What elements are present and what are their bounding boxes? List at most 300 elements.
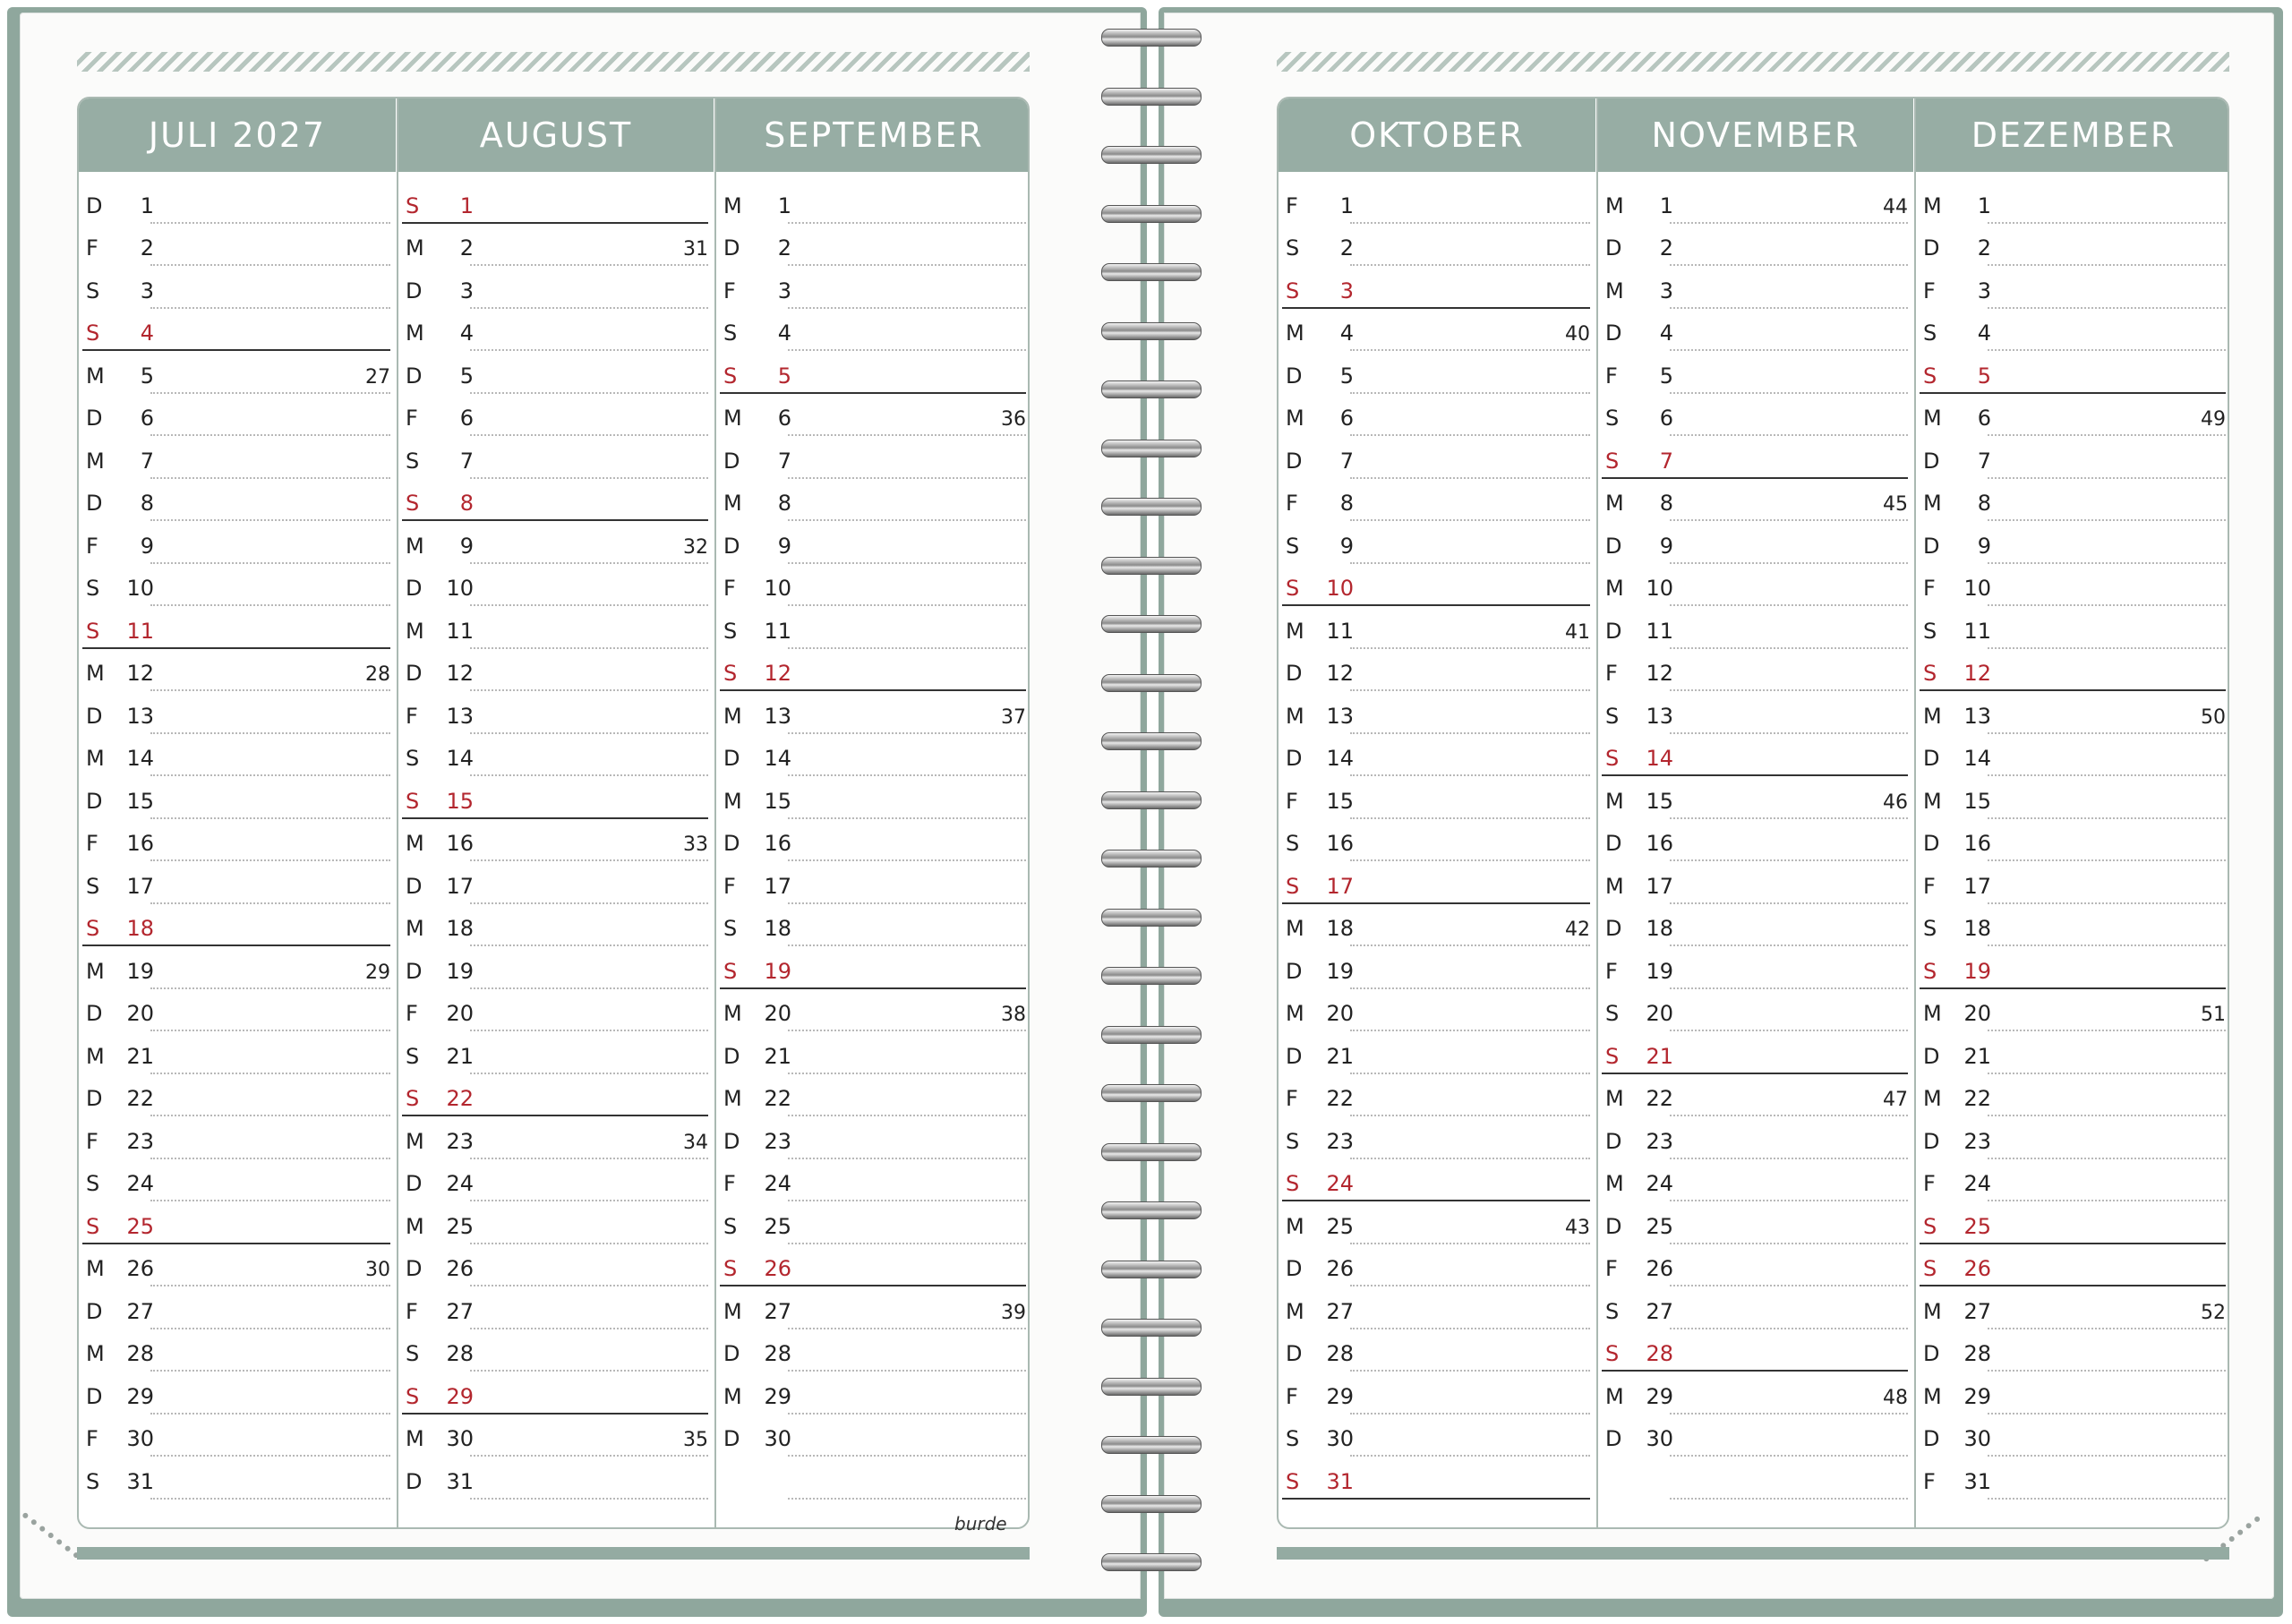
day-row[interactable] [716, 1372, 1030, 1415]
day-number: 25 [1646, 1213, 1673, 1239]
day-row[interactable] [1598, 861, 1913, 904]
weekday-letter: S [86, 1213, 100, 1239]
day-number: 25 [1326, 1213, 1354, 1239]
spiral-wire [1101, 557, 1202, 575]
day-row[interactable] [1279, 309, 1595, 352]
day-row[interactable] [1598, 181, 1913, 224]
day-number: 21 [126, 1043, 154, 1069]
day-number: 7 [1977, 448, 1991, 474]
day-row[interactable] [398, 436, 714, 479]
day-row[interactable] [79, 1074, 396, 1117]
day-number: 5 [1339, 363, 1354, 389]
day-row[interactable] [1279, 1244, 1595, 1287]
day-row[interactable] [1916, 946, 2229, 989]
day-number: 19 [1326, 958, 1354, 984]
day-row[interactable] [1279, 351, 1595, 394]
day-row[interactable] [1916, 691, 2229, 734]
weekday-letter: S [1605, 448, 1620, 474]
day-row[interactable] [1916, 989, 2229, 1032]
day-number: 17 [764, 873, 791, 899]
day-row[interactable] [1598, 266, 1913, 309]
month-column [714, 98, 1030, 1529]
day-row[interactable] [1598, 1372, 1913, 1415]
day-row[interactable] [1279, 1329, 1595, 1372]
day-number: 26 [446, 1256, 474, 1281]
day-row[interactable] [716, 564, 1030, 607]
day-row[interactable] [1598, 1074, 1913, 1117]
day-row[interactable] [716, 224, 1030, 267]
day-row[interactable] [79, 1159, 396, 1202]
weekday-letter: S [1605, 746, 1620, 771]
weekday-letter: M [86, 958, 105, 984]
day-row[interactable] [1279, 181, 1595, 224]
day-row[interactable] [398, 266, 714, 309]
day-row[interactable] [1279, 819, 1595, 862]
day-row[interactable] [398, 1201, 714, 1244]
day-row[interactable] [1598, 1201, 1913, 1244]
day-row[interactable] [1598, 819, 1913, 862]
day-row[interactable] [79, 1286, 396, 1329]
day-row[interactable] [1598, 351, 1913, 394]
day-row[interactable] [716, 479, 1030, 522]
day-row[interactable] [1598, 1286, 1913, 1329]
day-row[interactable] [398, 904, 714, 947]
day-row[interactable] [398, 1031, 714, 1074]
day-row[interactable] [1279, 861, 1595, 904]
day-row[interactable] [398, 776, 714, 819]
day-row[interactable] [716, 1159, 1030, 1202]
day-row[interactable] [398, 181, 714, 224]
day-row[interactable] [398, 649, 714, 692]
day-row[interactable] [398, 1244, 714, 1287]
day-row[interactable] [1916, 1329, 2229, 1372]
spiral-wire [1101, 146, 1202, 164]
day-number: 20 [1963, 1001, 1991, 1026]
day-number: 16 [764, 831, 791, 856]
day-row[interactable] [716, 394, 1030, 437]
day-row[interactable] [1279, 1457, 1595, 1500]
day-row[interactable] [79, 436, 396, 479]
day-row[interactable] [79, 1329, 396, 1372]
day-number: 1 [777, 192, 791, 218]
day-number: 18 [764, 916, 791, 941]
day-row[interactable] [1598, 1329, 1913, 1372]
weekday-letter: D [1923, 1341, 1940, 1366]
spiral-wire [1101, 322, 1202, 340]
day-row[interactable] [398, 394, 714, 437]
day-row[interactable] [1279, 1415, 1595, 1457]
day-row[interactable] [398, 1415, 714, 1457]
day-row[interactable] [1916, 734, 2229, 777]
month-title: NOVEMBER [1598, 98, 1913, 172]
day-row[interactable] [398, 351, 714, 394]
weekday-letter: D [723, 448, 740, 474]
day-number: 26 [1963, 1256, 1991, 1281]
weekday-letter: F [1923, 576, 1936, 601]
day-row[interactable] [1916, 351, 2229, 394]
weekday-letter: D [1923, 235, 1940, 261]
day-row[interactable] [398, 564, 714, 607]
day-row[interactable] [1916, 479, 2229, 522]
day-number: 9 [1339, 533, 1354, 559]
weekday-letter: F [1923, 1468, 1936, 1494]
day-row[interactable] [1916, 776, 2229, 819]
weekday-letter: M [406, 1128, 424, 1154]
day-row[interactable] [716, 266, 1030, 309]
day-row[interactable] [1916, 1457, 2229, 1500]
day-row[interactable] [1279, 1286, 1595, 1329]
day-number: 20 [126, 1001, 154, 1026]
day-row[interactable] [716, 989, 1030, 1032]
weekday-letter: M [723, 1383, 742, 1409]
day-row[interactable] [1916, 1372, 2229, 1415]
day-row[interactable] [716, 734, 1030, 777]
day-row[interactable] [79, 224, 396, 267]
day-row[interactable] [1916, 819, 2229, 862]
month-column [1279, 98, 1595, 1529]
day-row[interactable] [79, 649, 396, 692]
day-row[interactable] [398, 309, 714, 352]
day-row[interactable] [79, 606, 396, 649]
month-title: SEPTEMBER [716, 98, 1030, 172]
day-number: 21 [764, 1043, 791, 1069]
spiral-wire [1101, 498, 1202, 516]
spiral-wire [1101, 380, 1202, 398]
day-number: 22 [446, 1086, 474, 1111]
day-list [1279, 172, 1595, 1500]
weekday-letter: M [1605, 1171, 1624, 1196]
day-row[interactable] [79, 734, 396, 777]
day-row[interactable] [79, 181, 396, 224]
day-row[interactable] [398, 1074, 714, 1117]
day-number: 14 [1963, 746, 1991, 771]
spiral-ring [1098, 201, 1205, 225]
day-number: 4 [777, 321, 791, 346]
day-row[interactable] [716, 1201, 1030, 1244]
week-number: 47 [1883, 1089, 1908, 1111]
day-row[interactable] [1916, 649, 2229, 692]
day-row[interactable] [1916, 1116, 2229, 1159]
day-row[interactable] [1598, 521, 1913, 564]
weekday-letter: M [86, 661, 105, 686]
weekday-letter: M [1605, 873, 1624, 899]
day-number: 31 [446, 1468, 474, 1494]
day-row[interactable] [79, 691, 396, 734]
day-row[interactable] [1916, 394, 2229, 437]
day-row[interactable] [79, 1415, 396, 1457]
weekday-letter: D [1923, 746, 1940, 771]
day-number: 30 [126, 1426, 154, 1451]
day-row[interactable] [716, 649, 1030, 692]
weekday-letter: M [723, 1001, 742, 1026]
spiral-wire [1101, 440, 1202, 457]
day-number: 21 [446, 1043, 474, 1069]
day-row[interactable] [716, 521, 1030, 564]
day-row[interactable] [79, 1031, 396, 1074]
decorative-hatch-right [1277, 52, 2229, 72]
day-list [398, 172, 714, 1500]
day-row[interactable] [1916, 266, 2229, 309]
day-row[interactable] [1916, 564, 2229, 607]
day-row[interactable] [1279, 606, 1595, 649]
day-number: 18 [1646, 916, 1673, 941]
day-row[interactable] [1279, 1201, 1595, 1244]
day-row[interactable] [79, 564, 396, 607]
spiral-ring [1098, 84, 1205, 107]
day-row[interactable] [79, 479, 396, 522]
day-row[interactable] [1598, 1244, 1913, 1287]
weekday-letter: D [1286, 448, 1303, 474]
day-row[interactable] [716, 1415, 1030, 1457]
day-row[interactable] [716, 1329, 1030, 1372]
spiral-wire [1101, 615, 1202, 633]
day-row[interactable] [1598, 1116, 1913, 1159]
day-row[interactable] [398, 989, 714, 1032]
spiral-ring [1098, 905, 1205, 928]
day-number: 8 [1339, 491, 1354, 516]
day-row[interactable] [716, 1286, 1030, 1329]
weekday-letter: D [1605, 831, 1622, 856]
day-row[interactable] [1916, 1286, 2229, 1329]
day-row[interactable] [1916, 606, 2229, 649]
day-row[interactable] [1279, 776, 1595, 819]
day-number: 27 [1963, 1298, 1991, 1324]
day-row[interactable] [79, 1372, 396, 1415]
day-row[interactable] [1279, 1074, 1595, 1117]
weekday-letter: D [86, 703, 103, 729]
day-row[interactable] [1916, 1074, 2229, 1117]
day-row[interactable] [398, 479, 714, 522]
day-number: 17 [1326, 873, 1354, 899]
day-row[interactable] [398, 606, 714, 649]
day-number: 20 [446, 1001, 474, 1026]
day-row[interactable] [1916, 1201, 2229, 1244]
day-row[interactable] [398, 224, 714, 267]
day-row[interactable] [1279, 479, 1595, 522]
day-row[interactable] [1598, 309, 1913, 352]
day-number: 9 [777, 533, 791, 559]
weekday-letter: S [723, 618, 738, 644]
day-row[interactable] [716, 1074, 1030, 1117]
day-row[interactable] [79, 1457, 396, 1500]
day-row[interactable] [79, 946, 396, 989]
day-row[interactable] [1279, 904, 1595, 947]
day-number: 10 [1963, 576, 1991, 601]
day-row[interactable] [398, 861, 714, 904]
day-number: 13 [446, 703, 474, 729]
calendar-panel-right [1277, 97, 2229, 1529]
day-row[interactable] [1598, 989, 1913, 1032]
weekday-letter: M [1923, 192, 1942, 218]
day-row[interactable] [716, 904, 1030, 947]
day-row[interactable] [1279, 224, 1595, 267]
day-row[interactable] [1279, 1031, 1595, 1074]
week-number: 34 [683, 1131, 708, 1154]
day-number: 22 [1646, 1086, 1673, 1111]
day-row[interactable] [1279, 649, 1595, 692]
day-row[interactable] [1916, 224, 2229, 267]
weekday-letter: M [1605, 491, 1624, 516]
day-row[interactable] [79, 904, 396, 947]
day-row[interactable] [79, 861, 396, 904]
day-row[interactable] [79, 266, 396, 309]
day-row[interactable] [79, 394, 396, 437]
day-row[interactable] [716, 776, 1030, 819]
day-row[interactable] [1598, 1159, 1913, 1202]
week-number: 38 [1001, 1004, 1026, 1026]
day-row[interactable] [398, 521, 714, 564]
day-row[interactable] [79, 819, 396, 862]
day-row[interactable] [1916, 436, 2229, 479]
day-row[interactable] [1279, 946, 1595, 989]
weekday-letter: S [1605, 703, 1620, 729]
week-number: 42 [1565, 919, 1590, 941]
day-row[interactable] [1916, 309, 2229, 352]
day-number: 18 [1963, 916, 1991, 941]
day-row[interactable] [1279, 394, 1595, 437]
day-row[interactable] [1916, 1031, 2229, 1074]
day-row[interactable] [1598, 946, 1913, 989]
weekday-letter: M [1286, 703, 1304, 729]
weekday-letter: D [723, 1128, 740, 1154]
day-row[interactable] [716, 436, 1030, 479]
day-row[interactable] [1916, 181, 2229, 224]
day-row[interactable] [398, 946, 714, 989]
weekday-letter: D [1286, 1341, 1303, 1366]
weekday-letter: D [1286, 746, 1303, 771]
day-row[interactable] [716, 691, 1030, 734]
day-row[interactable] [1598, 1457, 1913, 1500]
spiral-wire [1101, 791, 1202, 809]
day-row[interactable] [398, 819, 714, 862]
day-row[interactable] [1598, 691, 1913, 734]
day-number: 4 [1339, 321, 1354, 346]
weekday-letter: M [406, 916, 424, 941]
day-row[interactable] [1279, 1116, 1595, 1159]
day-row[interactable] [79, 1116, 396, 1159]
day-row[interactable] [716, 351, 1030, 394]
day-row[interactable] [1279, 989, 1595, 1032]
day-row[interactable] [1279, 1159, 1595, 1202]
day-row[interactable] [398, 1457, 714, 1500]
day-row[interactable] [398, 1159, 714, 1202]
weekday-letter: F [1286, 192, 1298, 218]
weekday-letter: D [1923, 448, 1940, 474]
weekday-letter: F [86, 1128, 98, 1154]
day-row[interactable] [716, 819, 1030, 862]
weekday-letter: S [86, 1171, 100, 1196]
day-row[interactable] [716, 1457, 1030, 1500]
day-row[interactable] [1279, 734, 1595, 777]
day-row[interactable] [79, 989, 396, 1032]
day-row[interactable] [398, 1116, 714, 1159]
day-row[interactable] [1598, 564, 1913, 607]
day-row[interactable] [1598, 606, 1913, 649]
day-row[interactable] [1598, 436, 1913, 479]
day-number: 27 [764, 1298, 791, 1324]
day-row[interactable] [1598, 1415, 1913, 1457]
day-number: 11 [446, 618, 474, 644]
day-row[interactable] [79, 776, 396, 819]
spiral-ring [1098, 1081, 1205, 1104]
day-row[interactable] [1598, 776, 1913, 819]
day-row[interactable] [398, 691, 714, 734]
day-row[interactable] [716, 1116, 1030, 1159]
day-row[interactable] [79, 1244, 396, 1287]
weekday-letter: S [406, 1086, 420, 1111]
day-row[interactable] [398, 734, 714, 777]
day-row[interactable] [716, 1244, 1030, 1287]
day-row[interactable] [1916, 904, 2229, 947]
day-row[interactable] [1598, 649, 1913, 692]
day-row[interactable] [1598, 394, 1913, 437]
day-row[interactable] [79, 309, 396, 352]
day-row[interactable] [1279, 266, 1595, 309]
day-row[interactable] [716, 861, 1030, 904]
day-number: 7 [459, 448, 474, 474]
day-number: 5 [1977, 363, 1991, 389]
day-row[interactable] [716, 181, 1030, 224]
day-row[interactable] [79, 1201, 396, 1244]
day-row[interactable] [1916, 1159, 2229, 1202]
day-number: 6 [777, 406, 791, 431]
day-number: 1 [1659, 192, 1673, 218]
day-row[interactable] [1279, 436, 1595, 479]
day-row[interactable] [79, 351, 396, 394]
day-number: 6 [1659, 406, 1673, 431]
weekday-letter: F [86, 533, 98, 559]
day-row[interactable] [1598, 479, 1913, 522]
weekday-letter: F [723, 278, 736, 303]
day-row[interactable] [1916, 521, 2229, 564]
day-row[interactable] [79, 521, 396, 564]
spiral-wire [1101, 1261, 1202, 1278]
day-row[interactable] [1598, 734, 1913, 777]
spiral-wire [1101, 1495, 1202, 1513]
weekday-letter: M [1605, 1086, 1624, 1111]
day-number: 11 [126, 618, 154, 644]
day-row[interactable] [1279, 691, 1595, 734]
spiral-wire [1101, 850, 1202, 868]
day-number: 28 [1963, 1341, 1991, 1366]
day-row[interactable] [1916, 861, 2229, 904]
day-row[interactable] [398, 1286, 714, 1329]
day-number: 13 [1326, 703, 1354, 729]
day-row[interactable] [716, 946, 1030, 989]
day-row[interactable] [716, 309, 1030, 352]
weekday-letter: D [86, 192, 103, 218]
day-row[interactable] [1598, 224, 1913, 267]
weekday-letter: M [86, 448, 105, 474]
day-row[interactable] [1598, 1031, 1913, 1074]
day-row[interactable] [1279, 521, 1595, 564]
day-row[interactable] [1916, 1244, 2229, 1287]
weekday-letter: F [1923, 873, 1936, 899]
day-row[interactable] [1279, 1372, 1595, 1415]
day-row[interactable] [398, 1372, 714, 1415]
day-number: 9 [140, 533, 154, 559]
weekday-letter: D [723, 533, 740, 559]
day-row[interactable] [1279, 564, 1595, 607]
day-number: 13 [126, 703, 154, 729]
day-row[interactable] [1916, 1415, 2229, 1457]
day-number: 22 [1963, 1086, 1991, 1111]
day-number: 11 [1646, 618, 1673, 644]
day-row[interactable] [716, 1031, 1030, 1074]
day-row[interactable] [398, 1329, 714, 1372]
day-row[interactable] [716, 606, 1030, 649]
day-row[interactable] [1598, 904, 1913, 947]
